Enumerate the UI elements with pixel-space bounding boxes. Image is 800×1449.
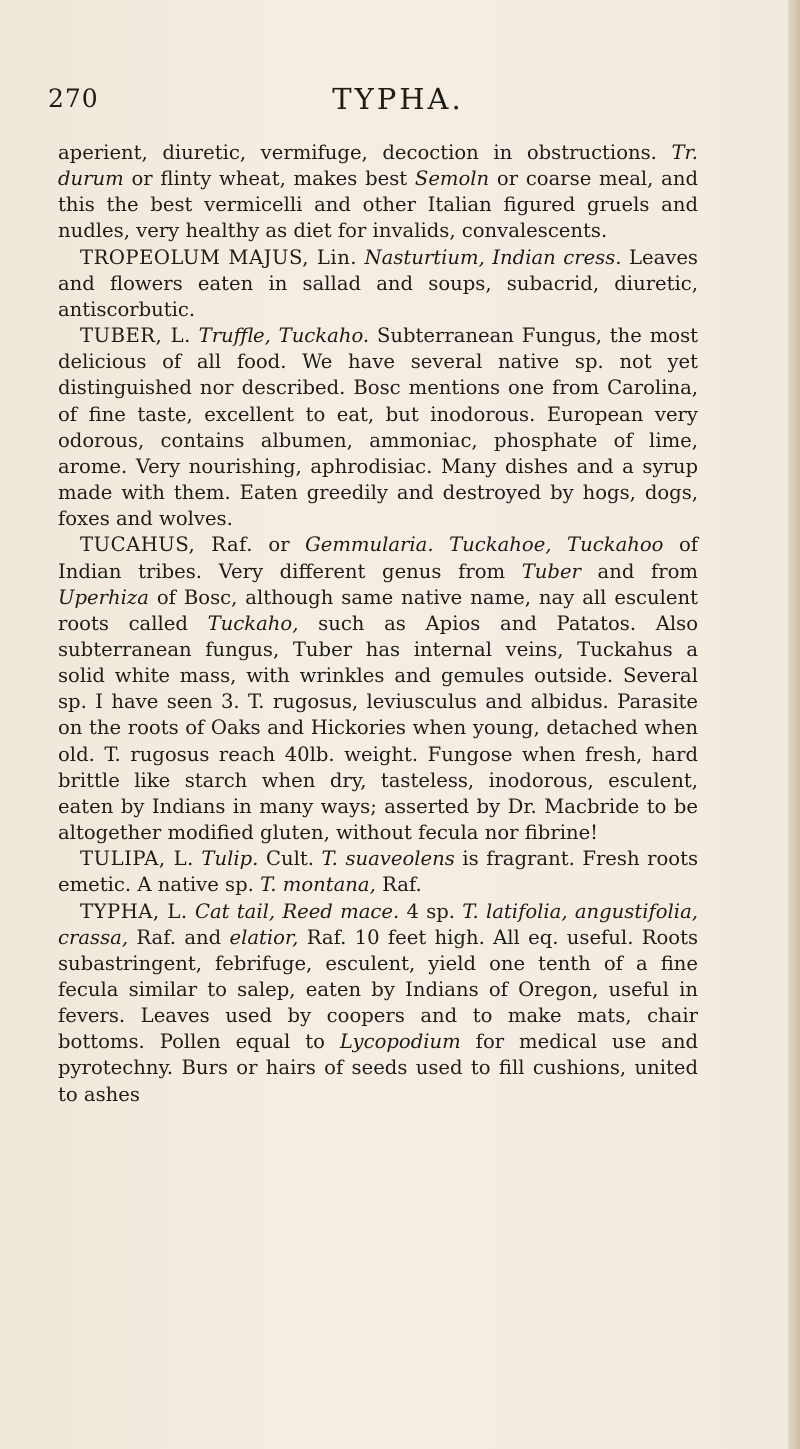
entry-text: Cult. xyxy=(258,847,322,871)
italic-text: T. latifolia, angustifolia, crassa, xyxy=(58,899,698,949)
page-number: 270 xyxy=(48,84,99,113)
entry-heading: TUBER, L. xyxy=(80,324,191,348)
italic-text: Tr. durum xyxy=(58,141,698,191)
paragraph-continuation xyxy=(58,140,698,245)
entry-text: 4 sp. xyxy=(399,899,463,923)
entry-text: for medical use and pyrotechny. Burs or hairs of seeds used to fill cushions, united to ashes xyxy=(58,1030,698,1106)
entry-heading: TROPEOLUM MAJUS, Lin. xyxy=(80,245,358,269)
italic-text: Tulip. xyxy=(201,847,259,871)
entry-text: such as Apios and Patatos. Also subterranean fungus, Tuber has internal veins, Tuckahus a solid white mass, with wrinkles and gemules outside. Several sp. I have seen 3. T. rugosus, leviusculus and albidus. Parasite on the roots of Oaks and Hickories when young, detached when old. T. rugosus reach 40lb. weight. Fungose when fresh, hard brittle like starch when dry, tasteless, inodorous, esculent, eaten by Indians in many ways; asserted by Dr. Macbride to be altogether modified gluten, without fecula nor fibrine! xyxy=(58,611,699,845)
entry-tulipa xyxy=(58,846,698,898)
entry-text: of Bosc, although same native name, nay all esculent roots called xyxy=(58,585,698,635)
entry-text: Raf. xyxy=(375,873,422,897)
running-title: TYPHA. xyxy=(332,82,464,116)
italic-text: Nasturtium, Indian cress. xyxy=(364,245,622,269)
italic-text: T. montana, xyxy=(260,873,376,897)
entry-text: Subterranean Fungus, the most delicious of all food. We have several native sp. not yet distinguished nor described. Bosc mentions one from Carolina, of fine taste, excellent to eat, but inodorous. European very odorous, contains albumen, ammoniac, phosphate of lime, arome. Very nourishing, aphrodisiac. Many dishes and a syrup made with them. Eaten greedily and destroyed by hogs, dogs, foxes and wolves. xyxy=(58,324,698,531)
entry-text: Raf. 10 feet high. All eq. useful. Roots subastringent, febrifuge, esculent, yield one tenth of a fine fecula similar to salep, eaten by Indians of Oregon, useful in fevers. Leaves used by coopers and to make mats, chair bottoms. Pollen equal to xyxy=(58,925,698,1054)
entry-tropeolum xyxy=(58,245,698,323)
italic-text: T. suaveolens xyxy=(321,847,455,871)
entry-text: Leaves and flowers eaten in sallad and soups, subacrid, diuretic, antiscorbutic. xyxy=(58,245,698,321)
italic-text: Cat tail, Reed mace. xyxy=(194,899,400,923)
page-body xyxy=(58,140,698,1108)
entry-heading: TUCAHUS, Raf. xyxy=(80,533,253,557)
entry-heading: TYPHA, L. xyxy=(80,899,188,923)
page-header xyxy=(48,82,708,122)
italic-text: Tuber xyxy=(521,559,581,583)
entry-text: Raf. and xyxy=(128,925,230,949)
entry-typha xyxy=(58,899,698,1108)
entry-tuber xyxy=(58,323,698,532)
italic-text: Gemmularia. Tuckahoe, Tuckahoo xyxy=(305,533,664,557)
italic-text: Uperhiza xyxy=(58,585,149,609)
italic-text: Truffle, Tuckaho. xyxy=(198,324,370,348)
entry-tucahus: TUCAHUS, Raf. or Gemmularia. Tuckahoe, Tuckahoo of Indian tribes. Very different genus from Tuber and from Uperhiza of Bosc, although same native name, nay all esculent roots called Tuckaho, such as Apios and Patatos. Also subterranean fungus, Tuber has internal veins, Tuckahus a solid white mass, with wrinkles and gemules outside. Several sp. I have seen 3. T. rugosus, leviusculus and albidus. Parasite on the roots of Oaks and Hickories when young, detached when old. T. rugosus reach 40lb. weight. Fungose when fresh, hard brittle like starch when dry, tasteless, inodorous, esculent, eaten by Indians in many ways; asserted by Dr. Macbride to be altogether modified gluten, without fecula nor fibrine! xyxy=(58,533,699,845)
italic-text: Semoln xyxy=(414,167,490,191)
paragraph-text: or flinty wheat, makes best xyxy=(123,167,415,191)
paragraph-text: aperient, diuretic, vermifuge, decoction in obstructions. xyxy=(58,141,672,164)
page-edge xyxy=(788,0,800,1449)
entry-text: of Indian tribes. Very different genus from xyxy=(58,533,699,583)
entry-text: is fragrant. Fresh roots emetic. A native sp. xyxy=(58,847,698,897)
italic-text: Lycopodium xyxy=(339,1030,461,1054)
entry-heading: TULIPA, L. xyxy=(80,847,194,871)
entry-text: and from xyxy=(580,559,699,583)
italic-text: elatior, xyxy=(229,925,299,949)
paragraph-text: or coarse meal, and this the best vermicelli and other Italian figured gruels and nudles, very healthy as diet for invalids, convalescents. xyxy=(58,167,698,243)
italic-text: Tuckaho, xyxy=(207,611,299,635)
